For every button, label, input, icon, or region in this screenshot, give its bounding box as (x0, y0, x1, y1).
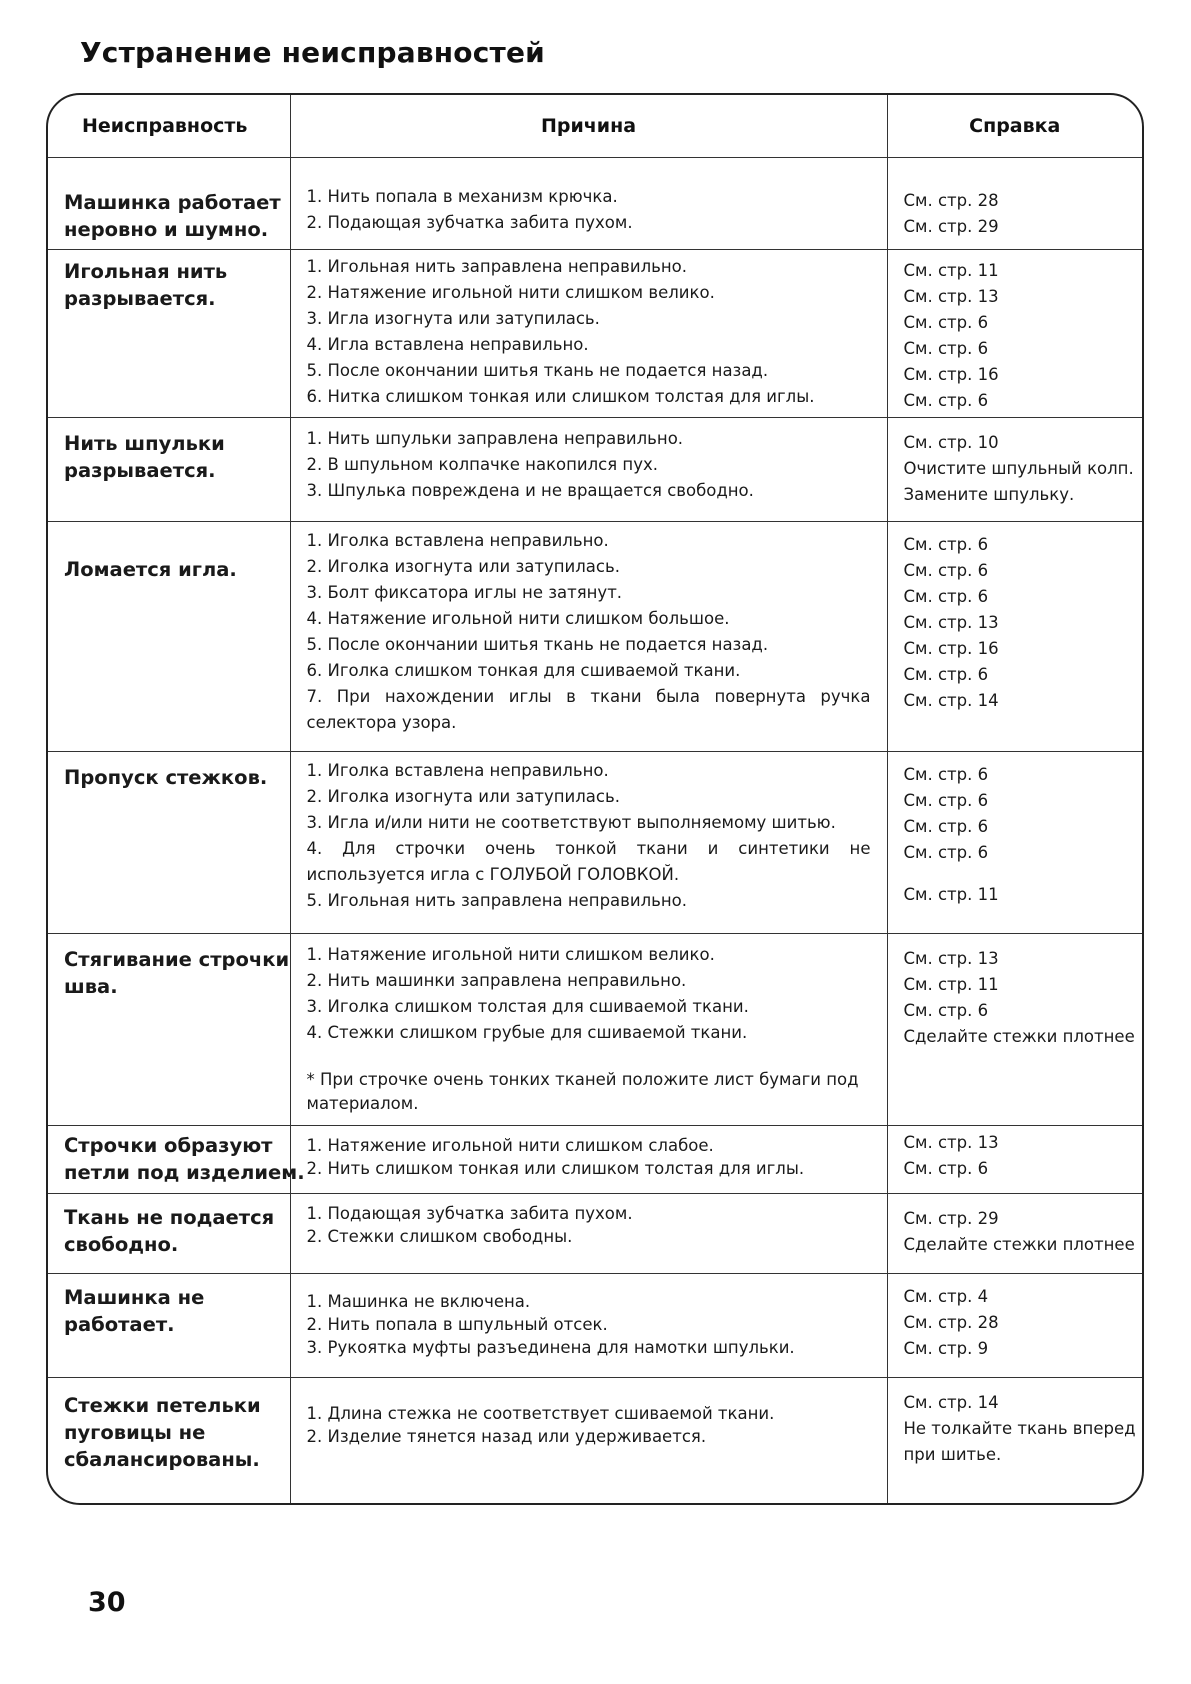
reference-cell (887, 1193, 1142, 1273)
problem-text: свободно. (64, 1232, 179, 1256)
problem-cell (48, 1273, 290, 1377)
table-row (48, 1125, 1142, 1193)
reference-item: См. стр. 11 (903, 260, 999, 280)
reference-item: См. стр. 6 (903, 390, 989, 410)
problem-cell (48, 417, 290, 521)
problem-text: Машинка работает (64, 190, 281, 214)
cause-item: 1. Машинка не включена. (306, 1291, 531, 1311)
reference-item: См. стр. 29 (903, 1208, 999, 1228)
cause-item: 1. Натяжение игольной нити слишком слабое. (306, 1135, 714, 1155)
cause-item: 2. Иголка изогнута или затупилась. (306, 556, 620, 576)
reference-item: См. стр. 6 (903, 1158, 989, 1178)
problem-text: шва. (64, 974, 118, 998)
problem-text: Строчки образуют (64, 1133, 273, 1157)
cause-item: 5. После окончании шитья ткань не подается назад. (306, 634, 769, 654)
cause-item: 3. Рукоятка муфты разъединена для намотки шпульки. (306, 1337, 795, 1357)
troubleshooting-table (46, 93, 1144, 1505)
cause-item: 1. Иголка вставлена неправильно. (306, 530, 609, 550)
reference-cell (887, 1125, 1142, 1193)
reference-item: Очистите шпульный колп. (903, 458, 1134, 478)
reference-item: См. стр. 14 (903, 690, 999, 710)
reference-item: См. стр. 6 (903, 560, 989, 580)
reference-item: См. стр. 11 (903, 974, 999, 994)
cause-item: 2. Натяжение игольной нити слишком велико. (306, 282, 715, 302)
reference-cell (887, 157, 1142, 249)
reference-item: См. стр. 6 (903, 312, 989, 332)
cause-item: используется игла с ГОЛУБОЙ ГОЛОВКОЙ. (306, 864, 680, 884)
cause-item: 3. Шпулька повреждена и не вращается свободно. (306, 480, 754, 500)
table-row (48, 1193, 1142, 1273)
cause-item: селектора узора. (306, 712, 457, 732)
reference-cell (887, 1377, 1142, 1503)
problem-cell (48, 157, 290, 249)
header-cause: Причина (290, 95, 887, 157)
cause-item: 7. При нахождении иглы в ткани была повернута ручка (306, 686, 871, 706)
problem-text: Стягивание строчки (64, 947, 290, 971)
reference-item: См. стр. 9 (903, 1338, 989, 1358)
table-row (48, 157, 1142, 249)
cause-item: 2. Нить слишком тонкая или слишком толстая для иглы. (306, 1158, 805, 1178)
problem-cell (48, 1377, 290, 1503)
cause-item: 6. Иголка слишком тонкая для сшиваемой ткани. (306, 660, 741, 680)
cause-item: 4. Стежки слишком грубые для сшиваемой ткани. (306, 1022, 748, 1042)
problem-cell (48, 1193, 290, 1273)
cause-item: 6. Нитка слишком тонкая или слишком толстая для иглы. (306, 386, 815, 406)
spacer (904, 866, 1137, 882)
cause-cell (290, 933, 887, 1125)
problem-text: Машинка не (64, 1285, 205, 1309)
reference-item: Сделайте стежки плотнее (903, 1234, 1135, 1254)
page-number: 30 (88, 1587, 126, 1618)
table-row (48, 933, 1142, 1125)
problem-cell (48, 521, 290, 751)
problem-text: неровно и шумно. (64, 217, 269, 241)
reference-item: См. стр. 6 (903, 1000, 989, 1020)
problem-cell (48, 751, 290, 933)
problem-text: Ломается игла. (64, 557, 237, 581)
table-row (48, 249, 1142, 417)
cause-item: 4. Натяжение игольной нити слишком большое. (306, 608, 730, 628)
cause-item: 1. Нить попала в механизм крючка. (306, 186, 618, 206)
problem-text: Ткань не подается (64, 1205, 275, 1229)
cause-cell (290, 249, 887, 417)
cause-cell (290, 1377, 887, 1503)
reference-item: См. стр. 6 (903, 764, 989, 784)
reference-cell (887, 751, 1142, 933)
reference-item: См. стр. 4 (903, 1286, 989, 1306)
table-row (48, 751, 1142, 933)
table-row (48, 1273, 1142, 1377)
reference-item: Не толкайте ткань вперед (903, 1418, 1136, 1438)
problem-text: Пропуск стежков. (64, 765, 268, 789)
reference-cell (887, 1273, 1142, 1377)
page-title: Устранение неисправностей (80, 36, 545, 69)
reference-item: Сделайте стежки плотнее (903, 1026, 1135, 1046)
cause-item: 2. Нить машинки заправлена неправильно. (306, 970, 687, 990)
table-header-row (48, 95, 1142, 157)
problem-text: сбалансированы. (64, 1447, 260, 1471)
problem-text: Нить шпульки (64, 431, 225, 455)
cause-cell (290, 417, 887, 521)
reference-item: См. стр. 13 (903, 286, 999, 306)
table-row (48, 1377, 1142, 1503)
problem-text: пуговицы не (64, 1420, 206, 1444)
table-row (48, 417, 1142, 521)
problem-text: Игольная нить (64, 259, 228, 283)
header-reference: Справка (887, 95, 1142, 157)
reference-item: См. стр. 28 (903, 190, 999, 210)
cause-item: 3. Болт фиксатора иглы не затянут. (306, 582, 623, 602)
cause-item: 3. Игла и/или нити не соответствуют выполняемому шитью. (306, 812, 836, 832)
reference-cell (887, 249, 1142, 417)
cause-item: 1. Длина стежка не соответствует сшиваемой ткани. (306, 1403, 775, 1423)
reference-item: См. стр. 13 (903, 612, 999, 632)
cause-item: 2. Изделие тянется назад или удерживается. (306, 1426, 707, 1446)
reference-item: См. стр. 6 (903, 842, 989, 862)
table-row (48, 521, 1142, 751)
cause-note: * При строчке очень тонких тканей положите лист бумаги под материалом. (306, 1069, 859, 1113)
problem-text: Стежки петельки (64, 1393, 261, 1417)
problem-cell (48, 933, 290, 1125)
reference-item: См. стр. 28 (903, 1312, 999, 1332)
reference-item: См. стр. 10 (903, 432, 999, 452)
cause-item: 1. Подающая зубчатка забита пухом. (306, 1203, 633, 1223)
reference-item: при шитье. (903, 1444, 1002, 1464)
cause-item: 1. Игольная нить заправлена неправильно. (306, 256, 688, 276)
reference-item: См. стр. 16 (903, 638, 999, 658)
reference-item: См. стр. 6 (903, 586, 989, 606)
reference-item: См. стр. 13 (903, 1132, 999, 1152)
cause-cell (290, 1193, 887, 1273)
reference-item: См. стр. 6 (903, 664, 989, 684)
reference-item: Замените шпульку. (903, 484, 1075, 504)
cause-item: 2. В шпульном колпачке накопился пух. (306, 454, 658, 474)
cause-item: 2. Нить попала в шпульный отсек. (306, 1314, 608, 1334)
reference-item: См. стр. 29 (903, 216, 999, 236)
header-problem: Неисправность (48, 95, 290, 157)
problem-text: петли под изделием. (64, 1160, 305, 1184)
cause-cell (290, 521, 887, 751)
cause-item: 2. Стежки слишком свободны. (306, 1226, 573, 1246)
reference-item: См. стр. 13 (903, 948, 999, 968)
problem-cell (48, 1125, 305, 1193)
cause-cell (290, 157, 887, 249)
cause-cell (290, 1273, 887, 1377)
cause-cell (290, 751, 887, 933)
cause-item: 2. Подающая зубчатка забита пухом. (306, 212, 633, 232)
cause-item: 3. Игла изогнута или затупилась. (306, 308, 600, 328)
cause-item: 3. Иголка слишком толстая для сшиваемой ткани. (306, 996, 749, 1016)
reference-item: См. стр. 6 (903, 816, 989, 836)
reference-item: См. стр. 11 (903, 884, 999, 904)
cause-cell (290, 1125, 887, 1193)
cause-item: 5. Игольная нить заправлена неправильно. (306, 890, 688, 910)
reference-item: См. стр. 14 (903, 1392, 999, 1412)
reference-cell (887, 521, 1142, 751)
cause-item: 5. После окончании шитья ткань не подается назад. (306, 360, 769, 380)
reference-item: См. стр. 6 (903, 338, 989, 358)
problem-text: разрывается. (64, 458, 216, 482)
reference-item: См. стр. 6 (903, 534, 989, 554)
problem-text: работает. (64, 1312, 175, 1336)
cause-item: 2. Иголка изогнута или затупилась. (306, 786, 620, 806)
cause-item: 1. Нить шпульки заправлена неправильно. (306, 428, 684, 448)
cause-item: 4. Для строчки очень тонкой ткани и синтетики не (306, 838, 871, 858)
cause-item: 4. Игла вставлена неправильно. (306, 334, 589, 354)
problem-cell (48, 249, 290, 417)
cause-item: 1. Натяжение игольной нити слишком велико. (306, 944, 715, 964)
reference-cell (887, 417, 1142, 521)
reference-item: См. стр. 6 (903, 790, 989, 810)
cause-item: 1. Иголка вставлена неправильно. (306, 760, 609, 780)
problem-text: разрывается. (64, 286, 216, 310)
reference-item: См. стр. 16 (903, 364, 999, 384)
reference-cell (887, 933, 1142, 1125)
